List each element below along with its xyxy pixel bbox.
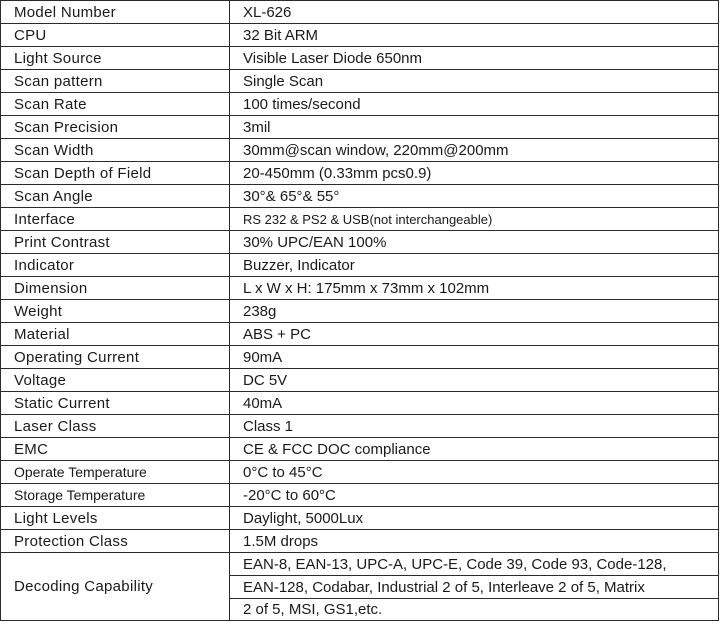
spec-row (1, 231, 719, 254)
spec-row (1, 277, 719, 300)
spec-row (1, 185, 719, 208)
spec-label: Light Levels (1, 507, 230, 530)
spec-label: Scan Precision (1, 116, 230, 139)
spec-value: RS 232 & PS2 & USB(not interchangeable) (230, 208, 719, 231)
spec-value: 30% UPC/EAN 100% (230, 231, 719, 254)
spec-value: 20-450mm (0.33mm pcs0.9) (230, 162, 719, 185)
spec-value: CE & FCC DOC compliance (230, 438, 719, 461)
spec-label: Scan pattern (1, 70, 230, 93)
spec-row (1, 461, 719, 484)
spec-row (1, 415, 719, 438)
spec-row (1, 438, 719, 461)
spec-label: Weight (1, 300, 230, 323)
spec-label: Scan Width (1, 139, 230, 162)
spec-row (1, 530, 719, 553)
spec-row (1, 116, 719, 139)
spec-row (1, 139, 719, 162)
spec-value: DC 5V (230, 369, 719, 392)
spec-row (1, 346, 719, 369)
spec-value: Visible Laser Diode 650nm (230, 47, 719, 70)
spec-value: XL-626 (230, 1, 719, 24)
spec-value: -20°C to 60°C (230, 484, 719, 507)
spec-label: Protection Class (1, 530, 230, 553)
decoding-line: EAN-8, EAN-13, UPC-A, UPC-E, Code 39, Code 93, Code-128, (230, 553, 719, 576)
decoding-line: 2 of 5, MSI, GS1,etc. (230, 599, 719, 621)
spec-label: Voltage (1, 369, 230, 392)
spec-label: Print Contrast (1, 231, 230, 254)
spec-label: Scan Depth of Field (1, 162, 230, 185)
spec-label: CPU (1, 24, 230, 47)
spec-label: Scan Rate (1, 93, 230, 116)
spec-value: 90mA (230, 346, 719, 369)
spec-row (1, 1, 719, 24)
spec-label: Storage Temperature (1, 484, 230, 507)
spec-label: Operating Current (1, 346, 230, 369)
spec-label: Material (1, 323, 230, 346)
spec-label: EMC (1, 438, 230, 461)
spec-label: Interface (1, 208, 230, 231)
spec-row (1, 208, 719, 231)
spec-table-body (1, 1, 719, 621)
spec-value: 30°& 65°& 55° (230, 185, 719, 208)
spec-value: 1.5M drops (230, 530, 719, 553)
spec-row (1, 484, 719, 507)
decoding-label: Decoding Capability (1, 553, 230, 621)
spec-value: 32 Bit ARM (230, 24, 719, 47)
spec-row (1, 24, 719, 47)
spec-value: Buzzer, Indicator (230, 254, 719, 277)
decoding-row (1, 553, 719, 576)
spec-label: Dimension (1, 277, 230, 300)
spec-value: Class 1 (230, 415, 719, 438)
spec-row (1, 323, 719, 346)
spec-row (1, 70, 719, 93)
spec-value: Single Scan (230, 70, 719, 93)
spec-row (1, 162, 719, 185)
spec-row (1, 507, 719, 530)
spec-value: 3mil (230, 116, 719, 139)
spec-row (1, 392, 719, 415)
spec-label: Scan Angle (1, 185, 230, 208)
spec-row (1, 300, 719, 323)
spec-label: Operate Temperature (1, 461, 230, 484)
spec-value: 238g (230, 300, 719, 323)
spec-label: Static Current (1, 392, 230, 415)
spec-value: 40mA (230, 392, 719, 415)
spec-value: L x W x H: 175mm x 73mm x 102mm (230, 277, 719, 300)
spec-label: Indicator (1, 254, 230, 277)
spec-label: Light Source (1, 47, 230, 70)
spec-label: Laser Class (1, 415, 230, 438)
spec-value: Daylight, 5000Lux (230, 507, 719, 530)
spec-value: ABS + PC (230, 323, 719, 346)
spec-row (1, 254, 719, 277)
spec-row (1, 47, 719, 70)
spec-value: 100 times/second (230, 93, 719, 116)
spec-value: 30mm@scan window, 220mm@200mm (230, 139, 719, 162)
spec-value: 0°C to 45°C (230, 461, 719, 484)
decoding-line: EAN-128, Codabar, Industrial 2 of 5, Interleave 2 of 5, Matrix (230, 576, 719, 599)
spec-row (1, 93, 719, 116)
spec-label: Model Number (1, 1, 230, 24)
spec-row (1, 369, 719, 392)
